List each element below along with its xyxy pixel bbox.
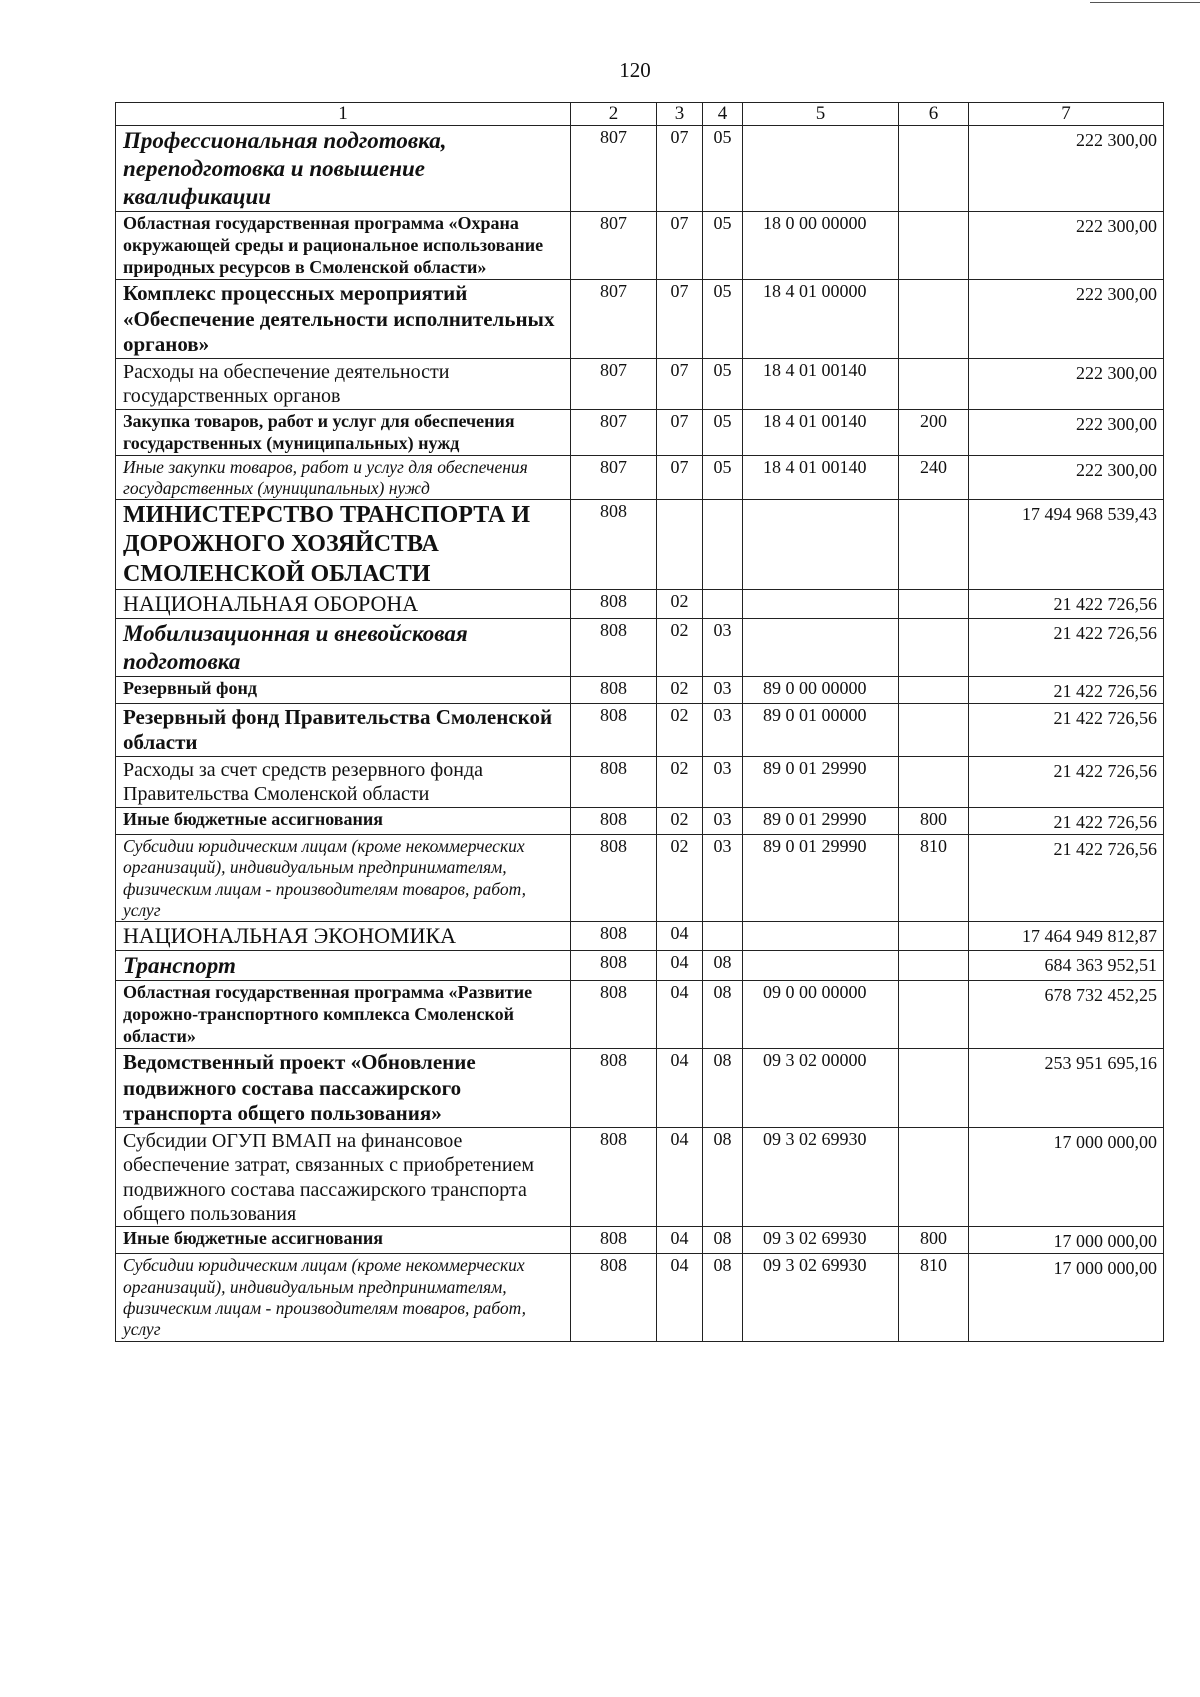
code-4-cell: 08 — [703, 1048, 743, 1127]
code-3-cell: 07 — [657, 455, 703, 500]
amount-cell: 222 300,00 — [969, 358, 1164, 409]
amount-cell: 21 422 726,56 — [969, 807, 1164, 834]
code-5-cell — [743, 126, 899, 212]
code-4-cell: 05 — [703, 409, 743, 455]
code-4-cell: 03 — [703, 807, 743, 834]
header-cell: 5 — [743, 103, 899, 126]
code-3-cell: 02 — [657, 590, 703, 619]
code-6-cell — [899, 358, 969, 409]
amount-cell: 222 300,00 — [969, 126, 1164, 212]
row-name-cell: Иные бюджетные ассигнования — [116, 807, 571, 834]
code-2-cell: 808 — [571, 807, 657, 834]
amount-cell: 222 300,00 — [969, 280, 1164, 359]
code-2-cell: 808 — [571, 1227, 657, 1254]
code-2-cell: 807 — [571, 280, 657, 359]
code-6-cell — [899, 212, 969, 280]
code-5-cell: 09 3 02 00000 — [743, 1048, 899, 1127]
code-3-cell: 04 — [657, 981, 703, 1049]
amount-cell: 21 422 726,56 — [969, 676, 1164, 703]
code-5-cell: 89 0 01 29990 — [743, 757, 899, 808]
code-5-cell: 89 0 01 29990 — [743, 807, 899, 834]
code-4-cell: 05 — [703, 126, 743, 212]
table-row — [116, 455, 1164, 500]
amount-cell: 678 732 452,25 — [969, 981, 1164, 1049]
code-4-cell: 05 — [703, 212, 743, 280]
table-row — [116, 703, 1164, 756]
code-3-cell: 07 — [657, 212, 703, 280]
code-2-cell: 808 — [571, 834, 657, 921]
code-3-cell: 04 — [657, 1127, 703, 1227]
header-cell: 3 — [657, 103, 703, 126]
code-5-cell: 89 0 00 00000 — [743, 676, 899, 703]
amount-cell: 222 300,00 — [969, 212, 1164, 280]
code-2-cell: 808 — [571, 1254, 657, 1341]
code-4-cell: 03 — [703, 834, 743, 921]
code-5-cell: 18 4 01 00140 — [743, 358, 899, 409]
code-6-cell — [899, 500, 969, 590]
amount-cell: 17 464 949 812,87 — [969, 922, 1164, 951]
table-row — [116, 1127, 1164, 1227]
code-2-cell: 808 — [571, 922, 657, 951]
code-3-cell: 04 — [657, 1048, 703, 1127]
table-row — [116, 409, 1164, 455]
code-5-cell: 09 3 02 69930 — [743, 1127, 899, 1227]
amount-cell: 21 422 726,56 — [969, 590, 1164, 619]
row-name-cell: НАЦИОНАЛЬНАЯ ЭКОНОМИКА — [116, 922, 571, 951]
row-name-cell: Субсидии юридическим лицам (кроме некоммерческих организаций), индивидуальным предпринимателям, физическим лицам - производителям товаров, работ, услуг — [116, 834, 571, 921]
code-4-cell — [703, 500, 743, 590]
code-6-cell: 810 — [899, 834, 969, 921]
code-4-cell — [703, 922, 743, 951]
amount-cell: 253 951 695,16 — [969, 1048, 1164, 1127]
code-6-cell — [899, 951, 969, 981]
table-row — [116, 358, 1164, 409]
row-name-cell: НАЦИОНАЛЬНАЯ ОБОРОНА — [116, 590, 571, 619]
code-4-cell: 03 — [703, 703, 743, 756]
code-3-cell: 07 — [657, 280, 703, 359]
code-3-cell: 02 — [657, 618, 703, 676]
code-3-cell: 02 — [657, 703, 703, 756]
header-row — [116, 103, 1164, 126]
header-cell: 7 — [969, 103, 1164, 126]
code-2-cell: 808 — [571, 676, 657, 703]
table-row — [116, 1048, 1164, 1127]
code-5-cell: 89 0 01 00000 — [743, 703, 899, 756]
amount-cell: 684 363 952,51 — [969, 951, 1164, 981]
code-2-cell: 807 — [571, 212, 657, 280]
code-2-cell: 808 — [571, 1048, 657, 1127]
table-row — [116, 618, 1164, 676]
code-4-cell: 03 — [703, 757, 743, 808]
code-5-cell — [743, 590, 899, 619]
code-2-cell: 808 — [571, 951, 657, 981]
code-2-cell: 807 — [571, 455, 657, 500]
code-2-cell: 807 — [571, 358, 657, 409]
table-row — [116, 834, 1164, 921]
row-name-cell: Резервный фонд — [116, 676, 571, 703]
table-row — [116, 981, 1164, 1049]
row-name-cell: Субсидии юридическим лицам (кроме некоммерческих организаций), индивидуальным предпринимателям, физическим лицам - производителям товаров, работ, услуг — [116, 1254, 571, 1341]
code-2-cell: 808 — [571, 500, 657, 590]
code-6-cell: 810 — [899, 1254, 969, 1341]
row-name-cell: Транспорт — [116, 951, 571, 981]
code-4-cell: 08 — [703, 951, 743, 981]
amount-cell: 222 300,00 — [969, 409, 1164, 455]
code-6-cell — [899, 922, 969, 951]
header-cell: 4 — [703, 103, 743, 126]
code-4-cell: 08 — [703, 1227, 743, 1254]
code-3-cell: 02 — [657, 807, 703, 834]
code-6-cell — [899, 1048, 969, 1127]
code-3-cell: 04 — [657, 922, 703, 951]
code-3-cell: 04 — [657, 951, 703, 981]
table-row — [116, 212, 1164, 280]
row-name-cell: Комплекс процессных мероприятий «Обеспечение деятельности исполнительных органов» — [116, 280, 571, 359]
budget-table — [115, 102, 1164, 1342]
code-6-cell — [899, 280, 969, 359]
row-name-cell: Областная государственная программа «Охрана окружающей среды и рациональное использование природных ресурсов в Смоленской области» — [116, 212, 571, 280]
code-4-cell: 05 — [703, 455, 743, 500]
row-name-cell: Расходы на обеспечение деятельности государственных органов — [116, 358, 571, 409]
row-name-cell: Иные закупки товаров, работ и услуг для обеспечения государственных (муниципальных) нужд — [116, 455, 571, 500]
row-name-cell: Субсидии ОГУП ВМАП на финансовое обеспечение затрат, связанных с приобретением подвижного состава пассажирского транспорта общего пользования — [116, 1127, 571, 1227]
code-5-cell — [743, 951, 899, 981]
code-2-cell: 808 — [571, 590, 657, 619]
row-name-cell: Ведомственный проект «Обновление подвижного состава пассажирского транспорта общего пользования» — [116, 1048, 571, 1127]
code-2-cell: 807 — [571, 409, 657, 455]
code-6-cell: 800 — [899, 1227, 969, 1254]
code-3-cell: 02 — [657, 834, 703, 921]
code-6-cell — [899, 757, 969, 808]
code-2-cell: 808 — [571, 703, 657, 756]
code-4-cell: 05 — [703, 358, 743, 409]
row-name-cell: Областная государственная программа «Развитие дорожно-транспортного комплекса Смоленской области» — [116, 981, 571, 1049]
code-3-cell: 04 — [657, 1254, 703, 1341]
code-6-cell — [899, 126, 969, 212]
row-name-cell: Резервный фонд Правительства Смоленской области — [116, 703, 571, 756]
code-4-cell: 03 — [703, 618, 743, 676]
amount-cell: 17 494 968 539,43 — [969, 500, 1164, 590]
table-row — [116, 590, 1164, 619]
table-row — [116, 280, 1164, 359]
amount-cell: 21 422 726,56 — [969, 757, 1164, 808]
amount-cell: 17 000 000,00 — [969, 1227, 1164, 1254]
code-2-cell: 808 — [571, 618, 657, 676]
code-6-cell: 800 — [899, 807, 969, 834]
row-name-cell: Расходы за счет средств резервного фонда Правительства Смоленской области — [116, 757, 571, 808]
table-row — [116, 757, 1164, 808]
code-3-cell: 02 — [657, 757, 703, 808]
amount-cell: 21 422 726,56 — [969, 834, 1164, 921]
top-rule — [1090, 2, 1200, 3]
code-2-cell: 808 — [571, 757, 657, 808]
code-3-cell: 07 — [657, 126, 703, 212]
code-6-cell — [899, 590, 969, 619]
code-6-cell — [899, 981, 969, 1049]
amount-cell: 21 422 726,56 — [969, 703, 1164, 756]
code-5-cell — [743, 618, 899, 676]
table-row — [116, 807, 1164, 834]
code-3-cell: 02 — [657, 676, 703, 703]
code-2-cell: 808 — [571, 1127, 657, 1227]
code-5-cell: 18 4 01 00140 — [743, 409, 899, 455]
code-4-cell — [703, 590, 743, 619]
row-name-cell: МИНИСТЕРСТВО ТРАНСПОРТА И ДОРОЖНОГО ХОЗЯЙСТВА СМОЛЕНСКОЙ ОБЛАСТИ — [116, 500, 571, 590]
row-name-cell: Мобилизационная и вневойсковая подготовка — [116, 618, 571, 676]
code-6-cell — [899, 676, 969, 703]
code-4-cell: 05 — [703, 280, 743, 359]
code-5-cell: 18 4 01 00000 — [743, 280, 899, 359]
code-3-cell — [657, 500, 703, 590]
code-5-cell: 09 3 02 69930 — [743, 1227, 899, 1254]
table-row — [116, 676, 1164, 703]
code-5-cell: 89 0 01 29990 — [743, 834, 899, 921]
table-row — [116, 500, 1164, 590]
code-4-cell: 08 — [703, 981, 743, 1049]
table-row — [116, 1254, 1164, 1341]
code-4-cell: 08 — [703, 1254, 743, 1341]
table-row — [116, 1227, 1164, 1254]
row-name-cell: Закупка товаров, работ и услуг для обеспечения государственных (муниципальных) нужд — [116, 409, 571, 455]
amount-cell: 17 000 000,00 — [969, 1127, 1164, 1227]
code-2-cell: 808 — [571, 981, 657, 1049]
amount-cell: 21 422 726,56 — [969, 618, 1164, 676]
page-number: 120 — [619, 58, 651, 82]
row-name-cell: Профессиональная подготовка, переподготовка и повышение квалификации — [116, 126, 571, 212]
code-5-cell: 18 0 00 00000 — [743, 212, 899, 280]
code-3-cell: 07 — [657, 409, 703, 455]
code-6-cell: 200 — [899, 409, 969, 455]
code-6-cell — [899, 618, 969, 676]
code-5-cell: 09 3 02 69930 — [743, 1254, 899, 1341]
code-6-cell — [899, 703, 969, 756]
table-row — [116, 922, 1164, 951]
amount-cell: 17 000 000,00 — [969, 1254, 1164, 1341]
table-row — [116, 126, 1164, 212]
code-3-cell: 07 — [657, 358, 703, 409]
table-row — [116, 951, 1164, 981]
code-5-cell — [743, 922, 899, 951]
header-cell: 2 — [571, 103, 657, 126]
row-name-cell: Иные бюджетные ассигнования — [116, 1227, 571, 1254]
header-cell: 1 — [116, 103, 571, 126]
code-5-cell: 09 0 00 00000 — [743, 981, 899, 1049]
code-4-cell: 08 — [703, 1127, 743, 1227]
amount-cell: 222 300,00 — [969, 455, 1164, 500]
code-6-cell: 240 — [899, 455, 969, 500]
code-5-cell: 18 4 01 00140 — [743, 455, 899, 500]
code-2-cell: 807 — [571, 126, 657, 212]
header-cell: 6 — [899, 103, 969, 126]
code-4-cell: 03 — [703, 676, 743, 703]
code-3-cell: 04 — [657, 1227, 703, 1254]
code-6-cell — [899, 1127, 969, 1227]
code-5-cell — [743, 500, 899, 590]
